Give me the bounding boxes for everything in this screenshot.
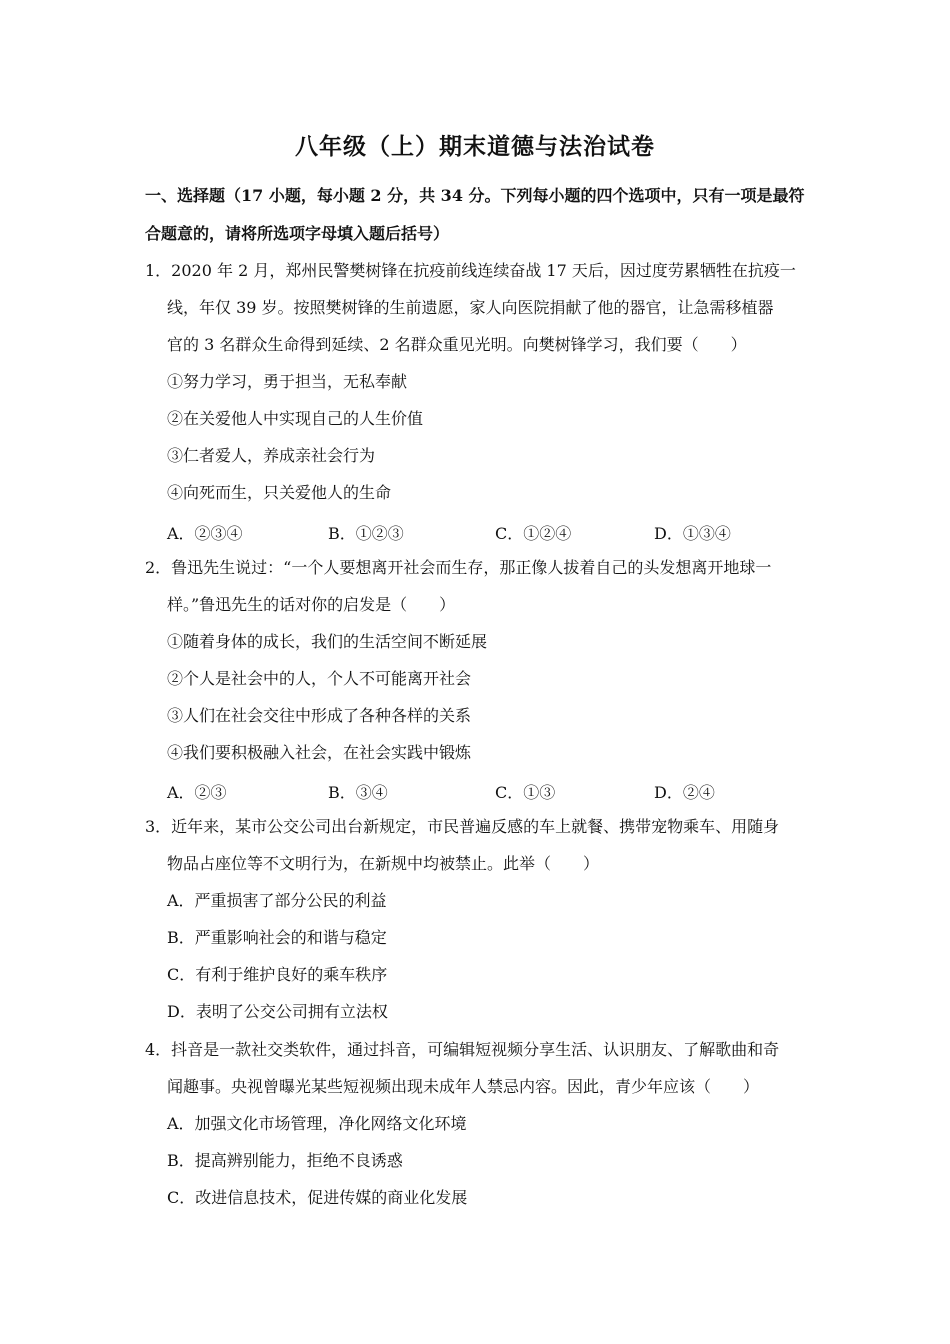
q3-option-d: D．表明了公交公司拥有立法权	[167, 1002, 388, 1021]
q3-stem-line2: 物品占座位等不文明行为，在新规中均被禁止。此举（ ）	[167, 854, 600, 873]
q4-stem-line2: 闻趣事。央视曾曝光某些短视频出现未成年人禁忌内容。因此，青少年应该（ ）	[167, 1077, 760, 1096]
q1-option-a: A．②③④	[167, 524, 243, 543]
q2-option-d: D．②④	[654, 783, 715, 802]
q1-option-b: B．①②③	[328, 524, 404, 543]
q2-option-b: B．③④	[328, 783, 388, 802]
q4-option-b: B．提高辨别能力，拒绝不良诱惑	[167, 1151, 403, 1170]
q3-stem-line1: 3．近年来，某市公交公司出台新规定，市民普遍反感的车上就餐、携带宠物乘车、用随身	[145, 817, 780, 836]
q4-option-a: A．加强文化市场管理，净化网络文化环境	[167, 1114, 467, 1133]
q4-stem-line1: 4．抖音是一款社交类软件，通过抖音，可编辑短视频分享生活、认识朋友、了解歌曲和奇	[145, 1040, 780, 1059]
q2-option-c: C．①③	[495, 783, 556, 802]
exam-title: 八年级（上）期末道德与法治试卷	[295, 133, 655, 160]
q1-stem-line2: 线，年仅 39 岁。按照樊树锋的生前遗愿，家人向医院捐献了他的器官，让急需移植器	[167, 298, 774, 317]
q1-option-d: D．①③④	[654, 524, 731, 543]
q1-item-3: ③仁者爱人，养成亲社会行为	[167, 446, 376, 465]
q2-item-1: ①随着身体的成长，我们的生活空间不断延展	[167, 632, 488, 651]
q1-option-c: C．①②④	[495, 524, 572, 543]
q3-option-b: B．严重影响社会的和谐与稳定	[167, 928, 387, 947]
q2-stem-line1: 2．鲁迅先生说过：“一个人要想离开社会而生存，那正像人拔着自己的头发想离开地球一	[145, 558, 772, 577]
section-heading-line1: 一、选择题（17 小题，每小题 2 分，共 34 分。下列每小题的四个选项中，只有一项是最符	[145, 186, 805, 205]
q3-option-c: C．有利于维护良好的乘车秩序	[167, 965, 388, 984]
q2-item-4: ④我们要积极融入社会，在社会实践中锻炼	[167, 743, 472, 762]
q2-item-2: ②个人是社会中的人，个人不可能离开社会	[167, 669, 472, 688]
section-heading-line2: 合题意的，请将所选项字母填入题后括号）	[145, 224, 450, 243]
q2-stem-line2: 样。”鲁迅先生的话对你的启发是（ ）	[167, 595, 456, 614]
q4-option-c: C．改进信息技术，促进传媒的商业化发展	[167, 1188, 468, 1207]
q1-item-4: ④向死而生，只关爱他人的生命	[167, 483, 392, 502]
q2-item-3: ③人们在社会交往中形成了各种各样的关系	[167, 706, 472, 725]
q1-stem-line1: 1．2020 年 2 月，郑州民警樊树锋在抗疫前线连续奋战 17 天后，因过度劳累牺牲在抗疫一	[145, 261, 796, 280]
q1-stem-line3: 官的 3 名群众生命得到延续、2 名群众重见光明。向樊树锋学习，我们要（ ）	[167, 335, 747, 354]
q1-item-1: ①努力学习，勇于担当，无私奉献	[167, 372, 408, 391]
q2-option-a: A．②③	[167, 783, 227, 802]
q1-item-2: ②在关爱他人中实现自己的人生价值	[167, 409, 424, 428]
q3-option-a: A．严重损害了部分公民的利益	[167, 891, 387, 910]
